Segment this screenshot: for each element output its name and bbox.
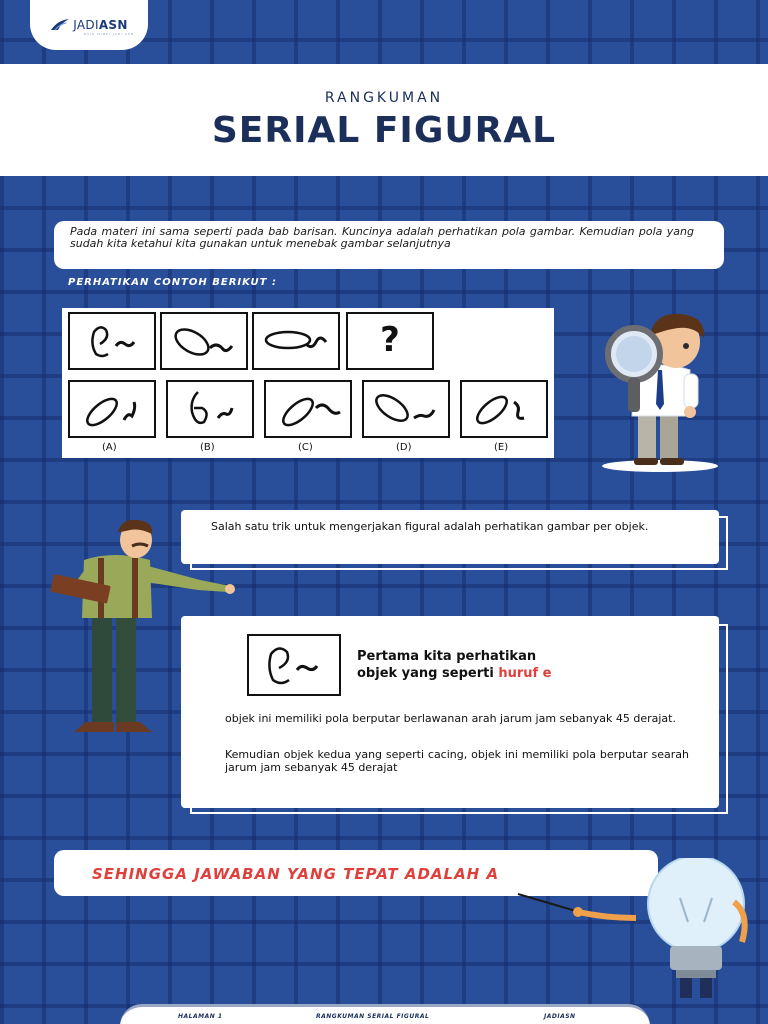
intro-text: Pada materi ini sama seperti pada bab barisan. Kuncinya adalah perhatikan pola gambar. Kemudian pola yang sudah kita ketahui kita gunakan untuk menebak gambar selanjutnya bbox=[70, 225, 694, 250]
answer-text: SEHINGGA JAWABAN YANG TEPAT ADALAH A bbox=[92, 865, 500, 883]
option-e-figure bbox=[460, 380, 548, 438]
sequence-figure-2 bbox=[160, 312, 248, 370]
sequence-figure-1 bbox=[68, 312, 156, 370]
e-tilde-icon bbox=[249, 636, 339, 694]
option-d-label: (D) bbox=[396, 442, 412, 453]
lightbulb-icon bbox=[648, 858, 744, 952]
option-b-icon bbox=[168, 382, 252, 436]
option-a-label: (A) bbox=[102, 442, 117, 453]
option-b-label: (B) bbox=[200, 442, 215, 453]
highlight-text: huruf e bbox=[498, 666, 552, 681]
option-a-figure bbox=[68, 380, 156, 438]
explanation-card bbox=[181, 616, 719, 808]
footer-title: RANGKUMAN SERIAL FIGURAL bbox=[316, 1013, 430, 1020]
footer-page: HALAMAN 1 bbox=[178, 1013, 223, 1020]
flat-e-icon bbox=[254, 314, 338, 368]
option-c-label: (C) bbox=[298, 442, 313, 453]
trick-card bbox=[181, 510, 719, 564]
intro-card bbox=[54, 221, 724, 269]
explanation-heading: Pertama kita perhatikan objek yang seperti huruf e bbox=[357, 649, 552, 681]
e-tilde-icon bbox=[70, 314, 154, 368]
logo-tab bbox=[30, 0, 148, 50]
logo-text: JADIASN bbox=[73, 18, 128, 32]
lightbulb-character-illustration bbox=[516, 858, 768, 1000]
logo-mark-icon bbox=[50, 18, 70, 32]
header-band bbox=[0, 64, 768, 176]
option-b-figure bbox=[166, 380, 254, 438]
footer-bar bbox=[120, 1004, 650, 1024]
page-subtitle: RANGKUMAN bbox=[324, 90, 444, 106]
logo-tagline: RAIH MIMPI JADI ASN bbox=[84, 32, 135, 36]
explanation-paragraph-1: objek ini memiliki pola berputar berlawanan arah jarum jam sebanyak 45 derajat. bbox=[225, 712, 676, 725]
footer-brand: JADIASN bbox=[544, 1013, 576, 1020]
option-c-figure bbox=[264, 380, 352, 438]
magnifier-man-illustration bbox=[594, 308, 724, 474]
sequence-question: ? bbox=[346, 312, 434, 370]
option-e-icon bbox=[462, 382, 546, 436]
option-a-icon bbox=[70, 382, 154, 436]
explanation-paragraph-2: Kemudian objek kedua yang seperti cacing, objek ini memiliki pola berputar searah jarum jam sebanyak 45 derajat bbox=[225, 748, 689, 774]
option-d-icon bbox=[364, 382, 448, 436]
option-d-figure bbox=[362, 380, 450, 438]
example-label: PERHATIKAN CONTOH BERIKUT : bbox=[68, 277, 277, 288]
option-c-icon bbox=[266, 382, 350, 436]
explanation-figure bbox=[247, 634, 341, 696]
sequence-figure-3 bbox=[252, 312, 340, 370]
puzzle-figure bbox=[62, 308, 554, 458]
page-title: SERIAL FIGURAL bbox=[211, 110, 557, 151]
trick-text: Salah satu trik untuk mengerjakan figural adalah perhatikan gambar per objek. bbox=[211, 520, 649, 533]
rotated-e-icon bbox=[162, 314, 246, 368]
option-e-label: (E) bbox=[494, 442, 509, 453]
